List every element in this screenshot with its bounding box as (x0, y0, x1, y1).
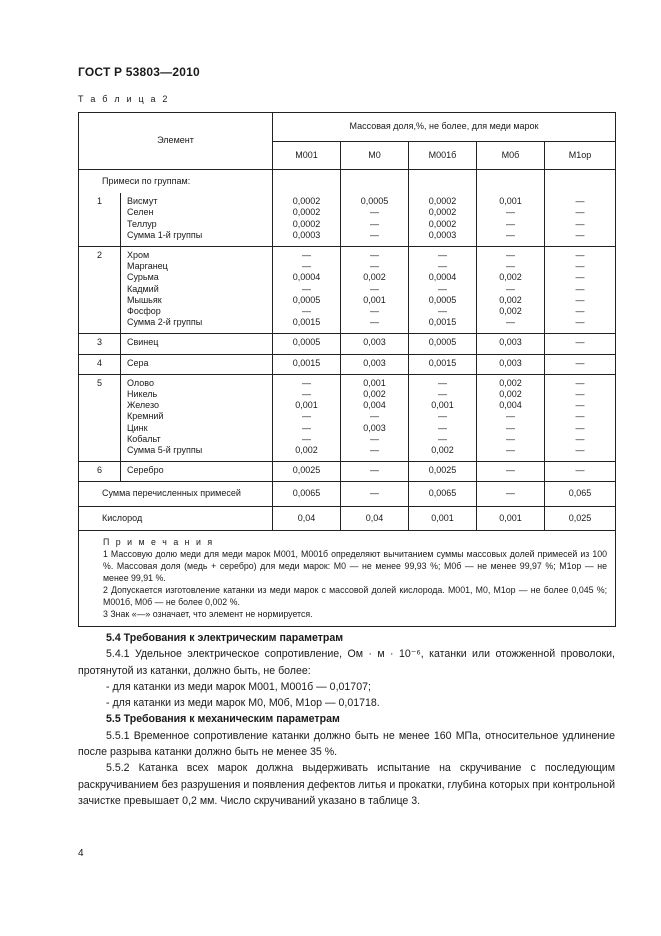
value-column (477, 334, 545, 354)
value: — (575, 337, 585, 348)
header-element: Элемент (79, 113, 273, 170)
value: — (575, 400, 585, 411)
value: — (302, 411, 311, 422)
value-column (341, 354, 409, 374)
value: 0,0003 (428, 229, 457, 240)
value: 0,002 (363, 389, 386, 400)
value: 0,0065 (409, 482, 477, 506)
value: 0,0005 (360, 196, 389, 207)
value: — (370, 218, 379, 229)
empty-cell (341, 170, 409, 194)
empty-cell (477, 170, 545, 194)
value-column (341, 462, 409, 482)
notes (79, 530, 616, 626)
table-row (79, 334, 616, 354)
groups-title-row (79, 170, 616, 194)
element-names (121, 247, 273, 334)
element-name: Мышьяк (127, 294, 162, 305)
value: 0,002 (499, 377, 522, 388)
value: — (506, 218, 515, 229)
value: — (370, 465, 379, 476)
value-column (273, 374, 341, 461)
value: — (575, 196, 585, 207)
value: — (506, 229, 515, 240)
value: — (575, 261, 585, 272)
value: — (575, 317, 585, 328)
value-column (409, 374, 477, 461)
value-column (477, 374, 545, 461)
grade-header: М0 (341, 142, 409, 170)
value: 0,002 (431, 445, 454, 456)
value: — (575, 272, 585, 283)
value-column (545, 334, 616, 354)
value-column (341, 374, 409, 461)
value: — (506, 422, 515, 433)
element-name: Висмут (127, 196, 158, 207)
grade-header: М001б (409, 142, 477, 170)
value: — (438, 433, 447, 444)
value: — (438, 377, 447, 388)
value-column (341, 193, 409, 246)
element-name: Никель (127, 389, 158, 400)
value-column (273, 462, 341, 482)
value: — (302, 306, 311, 317)
value-column (409, 462, 477, 482)
note-item: 2 Допускается изготовление катанки из меди марок с массовой долей кислорода. М001, М0, М1ор — не более 0,045 %; М001б, М0б — не более 0,002 %. (103, 584, 608, 607)
value: 0,001 (363, 294, 386, 305)
element-name: Олово (127, 377, 154, 388)
section-5-4-title: 5.4 Требования к электрическим параметрам (106, 632, 344, 644)
value: — (575, 422, 585, 433)
value: — (438, 250, 447, 261)
body-text (78, 630, 615, 809)
note-item: 1 Массовую долю меди для меди марок М001, М001б определяют вычитанием суммы массовых долей примесей из 100 %. Массовая доля (медь + серебро) для меди марок: М0 — не менее 99,93 %; М0б — не менее 99,97 %; М1ор — не менее 99,91 %. (103, 548, 608, 583)
empty-cell (409, 170, 477, 194)
group-number: 4 (79, 354, 121, 374)
value: 0,04 (273, 506, 341, 530)
paragraph-5-5-2: 5.5.2 Катанка всех марок должна выдерживать испытание на скручивание с последующим раскручиванием без разрушения и появления дефектов литья и прокатки, глубина которых при контрольной зачистке превышает 0,2 мм. Число скручиваний указано в таблице 3. (78, 762, 615, 807)
value: 0,001 (431, 400, 454, 411)
value: — (438, 422, 447, 433)
value-column (273, 354, 341, 374)
total-row (79, 506, 616, 530)
value: — (575, 250, 585, 261)
value: 0,002 (363, 272, 386, 283)
value: — (506, 411, 515, 422)
value: — (370, 445, 379, 456)
notes-row (79, 530, 616, 626)
value: 0,0002 (292, 207, 321, 218)
value: 0,003 (363, 357, 386, 368)
value: 0,0002 (428, 196, 457, 207)
value: — (438, 261, 447, 272)
table-row (79, 193, 616, 246)
value: 0,002 (499, 272, 522, 283)
value: 0,0025 (428, 465, 457, 476)
value: — (575, 218, 585, 229)
element-name: Кобальт (127, 433, 161, 444)
value-column (273, 334, 341, 354)
value-column (409, 334, 477, 354)
element-names (121, 354, 273, 374)
element-names (121, 193, 273, 246)
value: 0,001 (409, 506, 477, 530)
value: — (506, 317, 515, 328)
group-number: 6 (79, 462, 121, 482)
element-names (121, 334, 273, 354)
value: — (575, 377, 585, 388)
value: 0,003 (499, 357, 522, 368)
value: — (370, 433, 379, 444)
value: 0,0015 (428, 357, 457, 368)
section-5-5-title: 5.5 Требования к механическим параметрам (106, 713, 340, 726)
value: 0,04 (341, 506, 409, 530)
value-column (477, 462, 545, 482)
header-mass-fraction: Массовая доля,%, не более, для меди марок (273, 113, 616, 142)
notes-title: П р и м е ч а н и я (103, 536, 215, 547)
value: 0,003 (363, 337, 386, 348)
value: — (302, 422, 311, 433)
value: — (370, 250, 379, 261)
value: — (370, 317, 379, 328)
value-column (477, 247, 545, 334)
paragraph-5-4-1: 5.4.1 Удельное электрическое сопротивление, Ом · м · 10⁻⁶, катанки или отожженной проволоки, протянутой из катанки, должно быть, не более: (78, 648, 615, 677)
value: 0,0005 (292, 294, 321, 305)
value: 0,004 (499, 400, 522, 411)
value: 0,003 (499, 337, 522, 348)
value-column (545, 247, 616, 334)
grade-header: М0б (477, 142, 545, 170)
value: 0,001 (363, 377, 386, 388)
value: — (575, 207, 585, 218)
value: 0,0005 (428, 294, 457, 305)
value: 0,002 (499, 389, 522, 400)
element-name: Кремний (127, 411, 164, 422)
value: — (575, 411, 585, 422)
value-column (545, 193, 616, 246)
value-column (409, 354, 477, 374)
value: — (506, 465, 515, 476)
value-column (409, 247, 477, 334)
value: 0,0002 (428, 218, 457, 229)
value: — (370, 229, 379, 240)
list-item: - для катанки из меди марок М001, М001б — 0,01707; (106, 680, 371, 693)
value: 0,025 (545, 506, 616, 530)
element-name: Фосфор (127, 306, 161, 317)
value: — (506, 433, 515, 444)
value: — (370, 411, 379, 422)
value: — (370, 207, 379, 218)
value: — (506, 207, 515, 218)
note-item: 3 Знак «—» означает, что элемент не нормируется. (103, 608, 313, 619)
value-column (545, 374, 616, 461)
table-row (79, 374, 616, 461)
element-name: Кадмий (127, 283, 159, 294)
document-header: ГОСТ Р 53803—2010 (78, 65, 200, 79)
value: — (370, 306, 379, 317)
value: 0,0015 (292, 357, 321, 368)
value: — (575, 294, 585, 305)
table-row (79, 354, 616, 374)
value: — (575, 283, 585, 294)
empty-cell (545, 170, 616, 194)
value: — (477, 482, 545, 506)
value: — (506, 283, 515, 294)
value-column (409, 193, 477, 246)
value: 0,002 (499, 294, 522, 305)
table-row (79, 462, 616, 482)
value-column (477, 354, 545, 374)
value: 0,0015 (428, 317, 457, 328)
element-name: Сумма 1-й группы (127, 229, 203, 240)
element-names (121, 462, 273, 482)
value: 0,001 (295, 400, 318, 411)
value-column (341, 247, 409, 334)
value: 0,0015 (292, 317, 321, 328)
value: — (438, 306, 447, 317)
composition-table (78, 112, 616, 627)
value: 0,065 (545, 482, 616, 506)
value: — (302, 377, 311, 388)
value: — (575, 306, 585, 317)
value: — (575, 465, 585, 476)
value: 0,001 (477, 506, 545, 530)
value: — (575, 433, 585, 444)
value: 0,0005 (428, 337, 457, 348)
element-name: Сумма 2-й группы (127, 317, 203, 328)
value: 0,0003 (292, 229, 321, 240)
value-column (477, 193, 545, 246)
value: 0,003 (363, 422, 386, 433)
element-name: Цинк (127, 422, 148, 433)
value: — (341, 482, 409, 506)
value-column (273, 247, 341, 334)
total-row (79, 482, 616, 506)
group-number: 5 (79, 374, 121, 461)
value: — (575, 389, 585, 400)
value: — (438, 283, 447, 294)
element-name: Селен (127, 207, 154, 218)
element-name: Сумма 5-й группы (127, 445, 203, 456)
element-name: Свинец (127, 337, 159, 348)
value: — (506, 250, 515, 261)
table-row (79, 247, 616, 334)
value: 0,004 (363, 400, 386, 411)
value-column (273, 193, 341, 246)
element-name: Марганец (127, 261, 168, 272)
value: — (575, 445, 585, 456)
table-label: Т а б л и ц а 2 (78, 94, 170, 104)
value-column (341, 334, 409, 354)
value: 0,0002 (292, 218, 321, 229)
value: — (438, 411, 447, 422)
empty-cell (273, 170, 341, 194)
value: 0,0002 (292, 196, 321, 207)
value: 0,0002 (428, 207, 457, 218)
element-name: Хром (127, 250, 150, 261)
value: 0,0004 (428, 272, 457, 283)
value-column (545, 354, 616, 374)
value: — (370, 283, 379, 294)
total-name: Кислород (79, 506, 273, 530)
value: — (506, 261, 515, 272)
grade-header: М001 (273, 142, 341, 170)
group-number: 1 (79, 193, 121, 246)
value: 0,002 (499, 306, 522, 317)
value: — (302, 389, 311, 400)
value: — (438, 389, 447, 400)
group-number: 3 (79, 334, 121, 354)
value: 0,0065 (273, 482, 341, 506)
list-item: - для катанки из меди марок М0, М0б, М1ор — 0,01718. (106, 697, 380, 710)
value: — (575, 357, 585, 368)
element-name: Железо (127, 400, 159, 411)
page-number: 4 (78, 848, 84, 859)
element-name: Теллур (127, 218, 157, 229)
table-header-row (79, 113, 616, 142)
groups-title: Примеси по группам: (79, 170, 273, 194)
grade-header: М1ор (545, 142, 616, 170)
value: 0,0025 (292, 465, 321, 476)
value: — (302, 433, 311, 444)
group-number: 2 (79, 247, 121, 334)
value: — (370, 261, 379, 272)
paragraph-5-5-1: 5.5.1 Временное сопротивление катанки должно быть не менее 160 МПа, относительное удлинение после разрыва катанки должно быть не менее 35 %. (78, 729, 615, 759)
value: 0,001 (499, 196, 522, 207)
value-column (545, 462, 616, 482)
value: — (302, 283, 311, 294)
element-names (121, 374, 273, 461)
value: 0,0005 (292, 337, 321, 348)
value: — (302, 250, 311, 261)
value: — (575, 229, 585, 240)
value: 0,0004 (292, 272, 321, 283)
value: — (506, 445, 515, 456)
element-name: Серебро (127, 465, 164, 476)
element-name: Сера (127, 357, 149, 368)
value: 0,002 (295, 445, 318, 456)
value: — (302, 261, 311, 272)
total-name: Сумма перечисленных примесей (79, 482, 273, 506)
element-name: Сурьма (127, 272, 159, 283)
